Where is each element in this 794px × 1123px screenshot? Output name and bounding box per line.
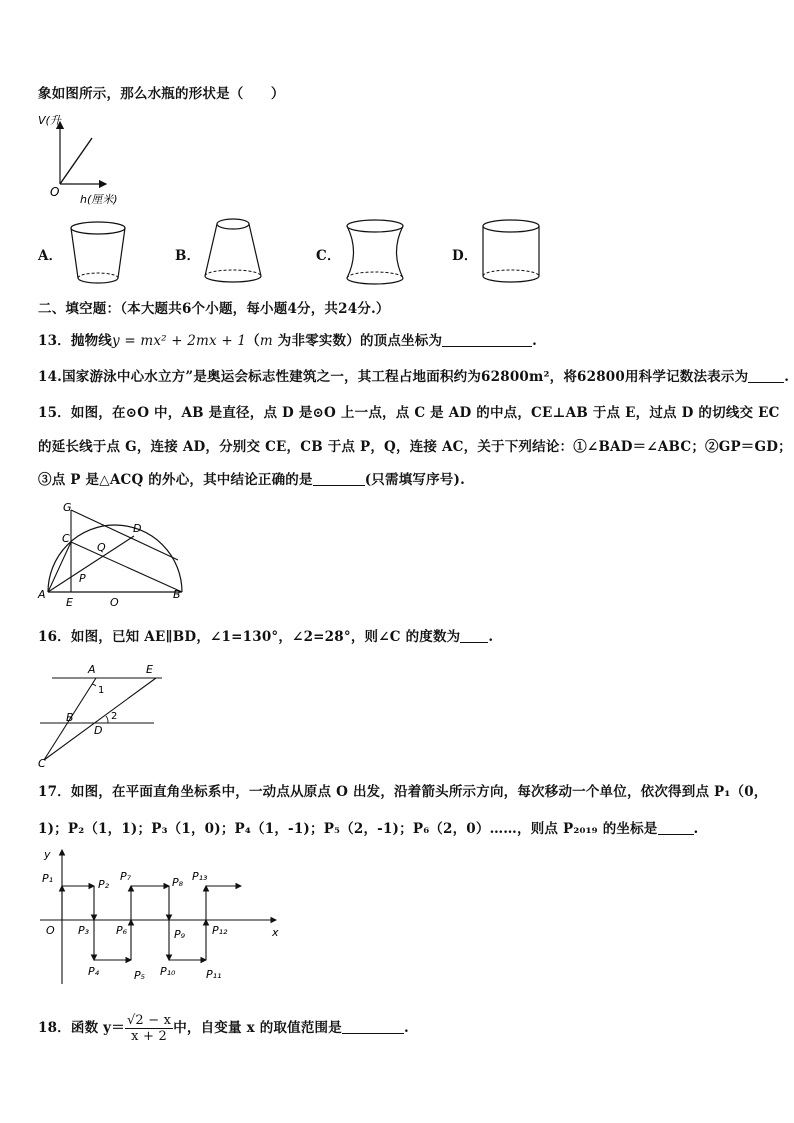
- q15-label-b: B: [173, 588, 181, 601]
- q17-label-p10: P₁₀: [160, 965, 176, 978]
- q13-m: m: [259, 333, 273, 349]
- option-d-cylinder-figure: [478, 216, 544, 288]
- q16-label-d: D: [94, 724, 103, 737]
- q18-text: [38, 1013, 409, 1044]
- q17-answer-blank[interactable]: [658, 833, 694, 835]
- option-b-cone-figure: [200, 214, 266, 286]
- q13-text: [38, 329, 537, 349]
- q14-text: [38, 365, 789, 385]
- q17-label-p11: P₁₁: [206, 968, 222, 981]
- q17-origin: O: [46, 924, 55, 937]
- q13-paren: （: [246, 333, 260, 349]
- q18-answer-blank[interactable]: [342, 1032, 404, 1034]
- q17-label-p7: P₇: [120, 870, 132, 883]
- q17-label-p2: P₂: [98, 878, 110, 891]
- q17-axis-y: y: [44, 848, 51, 861]
- q13-end: .: [532, 333, 538, 349]
- q18-prefix: 18．函数 y＝: [38, 1020, 125, 1036]
- q17-line-1: 17．如图，在平面直角坐标系中，一动点从原点 O 出发，沿着箭头所示方向，每次移动一个单位，依次得到点 P₁（0，: [38, 784, 768, 800]
- q16-angle-1: 1: [98, 685, 105, 696]
- q16-end: .: [488, 629, 494, 645]
- q17-line-2a: 1)；P₂（1，1)；P₃（1，0)；P₄（1，-1)；P₅（2，-1)；P₆（2，0）……，则点 P₂₀₁₉ 的坐标是: [38, 821, 658, 837]
- graph-origin: O: [50, 185, 60, 199]
- q16-parallel-lines-figure: [36, 660, 166, 770]
- q17-label-p9: P₉: [174, 928, 186, 941]
- q16-label-c: C: [38, 757, 46, 770]
- q18-middle: 中，自变量 x 的取值范围是: [173, 1020, 342, 1036]
- q15-label-q: Q: [97, 541, 106, 554]
- q16-label-e: E: [146, 663, 153, 676]
- q17-coordinate-path-figure: [36, 842, 286, 992]
- q17-label-p4: P₄: [88, 965, 100, 978]
- q16-body: 16．如图，已知 AE∥BD，∠1=130°，∠2=28°，则∠C 的度数为: [38, 629, 461, 645]
- q15-label-a: A: [38, 588, 46, 601]
- graph-v-label: V(升: [38, 114, 61, 127]
- q18-numerator: √2 − x: [126, 1013, 172, 1028]
- q15-line-3: [38, 468, 465, 488]
- option-d-label: D．: [452, 248, 478, 264]
- q15-answer-blank[interactable]: [313, 484, 365, 486]
- q18-denominator: x + 2: [131, 1029, 167, 1044]
- option-a-cup-figure: [68, 218, 128, 288]
- q16-angle-2: 2: [111, 711, 118, 722]
- q15-label-c: C: [62, 532, 70, 545]
- q17-line-2b: .: [693, 821, 699, 837]
- q15-label-o: O: [110, 596, 119, 609]
- option-a-label: A．: [38, 248, 63, 264]
- section-2-heading: 二、填空题：（本大题共6个小题，每小题4分，共24分.）: [38, 301, 390, 317]
- q17-label-p13: P₁₃: [192, 870, 208, 883]
- q18-fraction: [125, 1013, 173, 1044]
- q18-end: .: [403, 1020, 409, 1036]
- q17-label-p3: P₃: [78, 924, 90, 937]
- q14-answer-blank[interactable]: [748, 381, 784, 383]
- option-c-waist-figure: [342, 216, 408, 288]
- q16-label-b: B: [66, 711, 74, 724]
- q15-label-e: E: [66, 596, 73, 609]
- q12-question-text: 象如图所示，那么水瓶的形状是（ ）: [38, 86, 285, 102]
- q17-label-p12: P₁₂: [212, 924, 228, 937]
- q15-label-g: G: [63, 501, 72, 514]
- q17-label-p6: P₆: [116, 924, 128, 937]
- q17-label-p1: P₁: [42, 872, 54, 885]
- q12-volume-height-graph: [36, 112, 136, 207]
- q17-axis-x: x: [272, 926, 279, 939]
- q15-label-p: P: [79, 572, 86, 585]
- q16-answer-blank[interactable]: [460, 641, 488, 643]
- q13-prefix: 13．抛物线: [38, 333, 112, 349]
- graph-h-label: h(厘米): [80, 193, 118, 206]
- q17-label-p5: P₅: [134, 969, 146, 982]
- q15-label-d: D: [133, 522, 142, 535]
- q15-line-3a: ③点 P 是△ACQ 的外心，其中结论正确的是: [38, 472, 313, 488]
- q13-paren-tail: 为非零实数）的顶点坐标为: [272, 333, 443, 349]
- q14-end: .: [784, 369, 790, 385]
- q15-line-3b: (只需填写序号).: [364, 472, 465, 488]
- q15-line-1: 15．如图，在⊙O 中，AB 是直径，点 D 是⊙O 上一点，点 C 是 AD 的中点，CE⊥AB 于点 E，过点 D 的切线交 EC: [38, 405, 780, 421]
- q15-circle-figure: [36, 500, 186, 610]
- q13-formula: y = mx² + 2mx + 1: [112, 333, 247, 349]
- q16-label-a: A: [88, 663, 96, 676]
- q17-line-2: [38, 817, 698, 837]
- q14-body: 14.国家游泳中心水立方”是奥运会标志性建筑之一，其工程占地面积约为62800m²，将62800用科学记数法表示为: [38, 369, 749, 385]
- q17-label-p8: P₈: [172, 876, 184, 889]
- q16-text: [38, 625, 493, 645]
- option-b-label: B．: [175, 248, 201, 264]
- q15-line-2: 的延长线于点 G，连接 AD，分别交 CE，CB 于点 P，Q，连接 AC，关于下列结论：①∠BAD＝∠ABC；②GP＝GD；: [38, 439, 792, 455]
- q13-answer-blank[interactable]: [442, 345, 532, 347]
- option-c-label: C．: [316, 248, 341, 264]
